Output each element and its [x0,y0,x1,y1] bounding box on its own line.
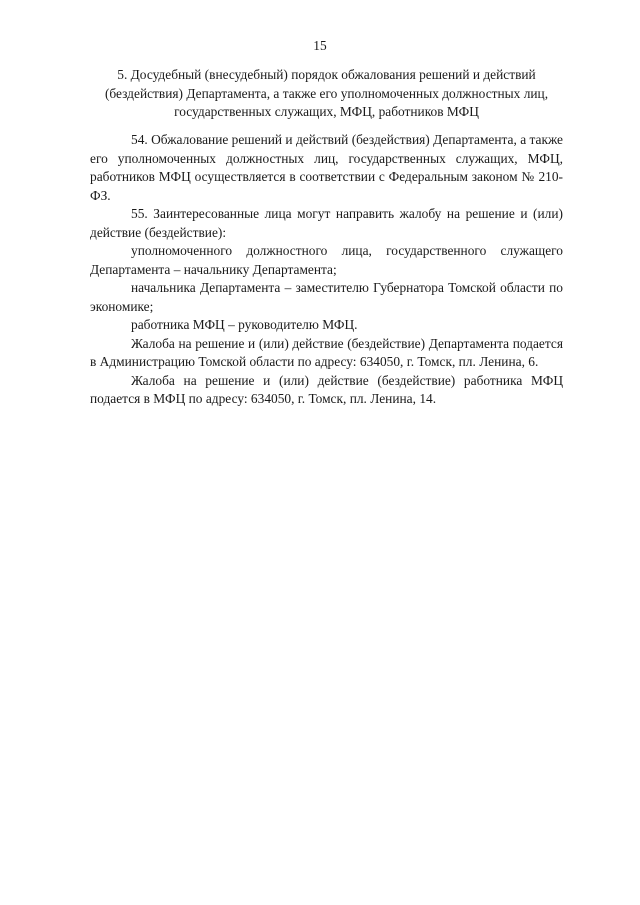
paragraph-55: 55. Заинтересованные лица могут направить жалобу на решение и (или) действие (бездействие): [90,206,563,240]
paragraph-complaint-department: Жалоба на решение и (или) действие (бездействие) Департамента подается в Администрацию Томской области по адресу: 634050, г. Томск, пл. Ленина, 6. [90,335,563,369]
paragraph-official: уполномоченного должностного лица, государственного служащего Департамента – начальнику Департамента; [90,243,563,277]
section-heading-line: государственных служащих, МФЦ, работников МФЦ [174,104,479,119]
page-number: 15 [313,38,327,53]
body-text [90,131,563,409]
section-heading-line: (бездействия) Департамента, а также его уполномоченных должностных лиц, [104,85,549,101]
paragraph-complaint-mfc: Жалоба на решение и (или) действие (бездействие) работника МФЦ подается в МФЦ по адресу: 634050, г. Томск, пл. Ленина, 14. [90,372,563,406]
paragraph-department-head: начальника Департамента – заместителю Губернатора Томской области по экономике; [90,280,563,314]
paragraph-54: 54. Обжалование решений и действий (бездействия) Департамента, а также его уполномоченных должностных лиц, государственных служащих, МФЦ, работников МФЦ осуществляется в соответствии с Федеральным законом № 210-ФЗ. [90,132,563,203]
section-heading [90,66,563,122]
section-heading-line: 5. Досудебный (внесудебный) порядок обжалования решений и действий [117,67,536,82]
paragraph-mfc-worker: работника МФЦ – руководителю МФЦ. [131,317,358,332]
